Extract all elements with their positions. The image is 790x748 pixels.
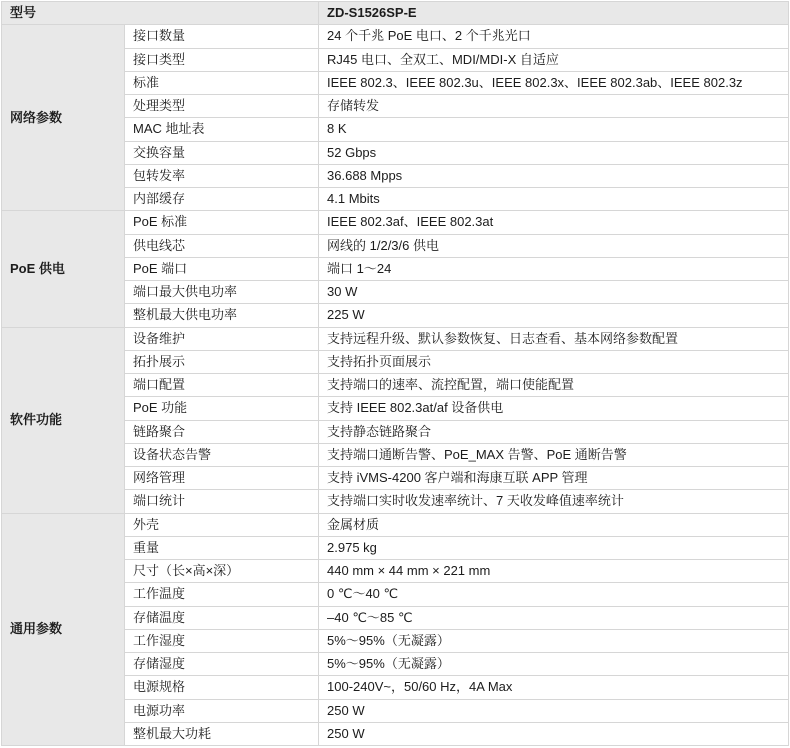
value-cell: 30 W [319,281,789,304]
value-cell: 支持拓扑页面展示 [319,350,789,373]
value-cell: 支持端口的速率、流控配置，端口使能配置 [319,374,789,397]
value-cell: 端口 1～24 [319,257,789,280]
model-label: 型号 [2,2,319,25]
value-cell: 支持 IEEE 802.3at/af 设备供电 [319,397,789,420]
value-cell: 52 Gbps [319,141,789,164]
param-cell: 网络管理 [125,467,319,490]
value-cell: 支持静态链路聚合 [319,420,789,443]
param-cell: 内部缓存 [125,188,319,211]
spec-row [2,327,789,350]
param-cell: 端口最大供电功率 [125,281,319,304]
value-cell: 4.1 Mbits [319,188,789,211]
model-header-row [2,2,789,25]
param-cell: 设备维护 [125,327,319,350]
value-cell: 存储转发 [319,95,789,118]
param-cell: PoE 端口 [125,257,319,280]
param-cell: 存储温度 [125,606,319,629]
spec-row [2,211,789,234]
param-cell: 外壳 [125,513,319,536]
param-cell: 存储湿度 [125,653,319,676]
value-cell: IEEE 802.3、IEEE 802.3u、IEEE 802.3x、IEEE 802.3ab、IEEE 802.3z [319,71,789,94]
param-cell: 接口数量 [125,25,319,48]
value-cell: 支持远程升级、默认参数恢复、日志查看、基本网络参数配置 [319,327,789,350]
value-cell: 0 ℃～40 ℃ [319,583,789,606]
value-cell: 支持端口实时收发速率统计、7 天收发峰值速率统计 [319,490,789,513]
param-cell: 端口统计 [125,490,319,513]
param-cell: 拓扑展示 [125,350,319,373]
value-cell: 250 W [319,699,789,722]
param-cell: 电源功率 [125,699,319,722]
param-cell: 包转发率 [125,164,319,187]
value-cell: 100-240V~，50/60 Hz，4A Max [319,676,789,699]
param-cell: 端口配置 [125,374,319,397]
category-cell: 网络参数 [2,25,125,211]
value-cell: 5%～95%（无凝露） [319,653,789,676]
value-cell: 5%～95%（无凝露） [319,629,789,652]
value-cell: 36.688 Mpps [319,164,789,187]
spec-row [2,25,789,48]
param-cell: PoE 标准 [125,211,319,234]
param-cell: 整机最大功耗 [125,722,319,745]
value-cell: –40 ℃～85 ℃ [319,606,789,629]
param-cell: 工作湿度 [125,629,319,652]
param-cell: 整机最大供电功率 [125,304,319,327]
category-cell: 通用参数 [2,513,125,746]
param-cell: MAC 地址表 [125,118,319,141]
category-cell: PoE 供电 [2,211,125,327]
param-cell: 供电线芯 [125,234,319,257]
category-cell: 软件功能 [2,327,125,513]
value-cell: 225 W [319,304,789,327]
value-cell: 网线的 1/2/3/6 供电 [319,234,789,257]
spec-row [2,513,789,536]
value-cell: 金属材质 [319,513,789,536]
value-cell: RJ45 电口、全双工、MDI/MDI-X 自适应 [319,48,789,71]
spec-table [1,1,789,746]
param-cell: PoE 功能 [125,397,319,420]
value-cell: 440 mm × 44 mm × 221 mm [319,560,789,583]
value-cell: 支持端口通断告警、PoE_MAX 告警、PoE 通断告警 [319,443,789,466]
param-cell: 处理类型 [125,95,319,118]
param-cell: 接口类型 [125,48,319,71]
value-cell: 8 K [319,118,789,141]
value-cell: 2.975 kg [319,536,789,559]
param-cell: 重量 [125,536,319,559]
param-cell: 设备状态告警 [125,443,319,466]
param-cell: 电源规格 [125,676,319,699]
param-cell: 链路聚合 [125,420,319,443]
param-cell: 尺寸（长×高×深） [125,560,319,583]
param-cell: 交换容量 [125,141,319,164]
value-cell: 24 个千兆 PoE 电口、2 个千兆光口 [319,25,789,48]
value-cell: 250 W [319,722,789,745]
param-cell: 工作温度 [125,583,319,606]
value-cell: 支持 iVMS-4200 客户端和海康互联 APP 管理 [319,467,789,490]
model-value: ZD-S1526SP-E [319,2,789,25]
param-cell: 标准 [125,71,319,94]
value-cell: IEEE 802.3af、IEEE 802.3at [319,211,789,234]
